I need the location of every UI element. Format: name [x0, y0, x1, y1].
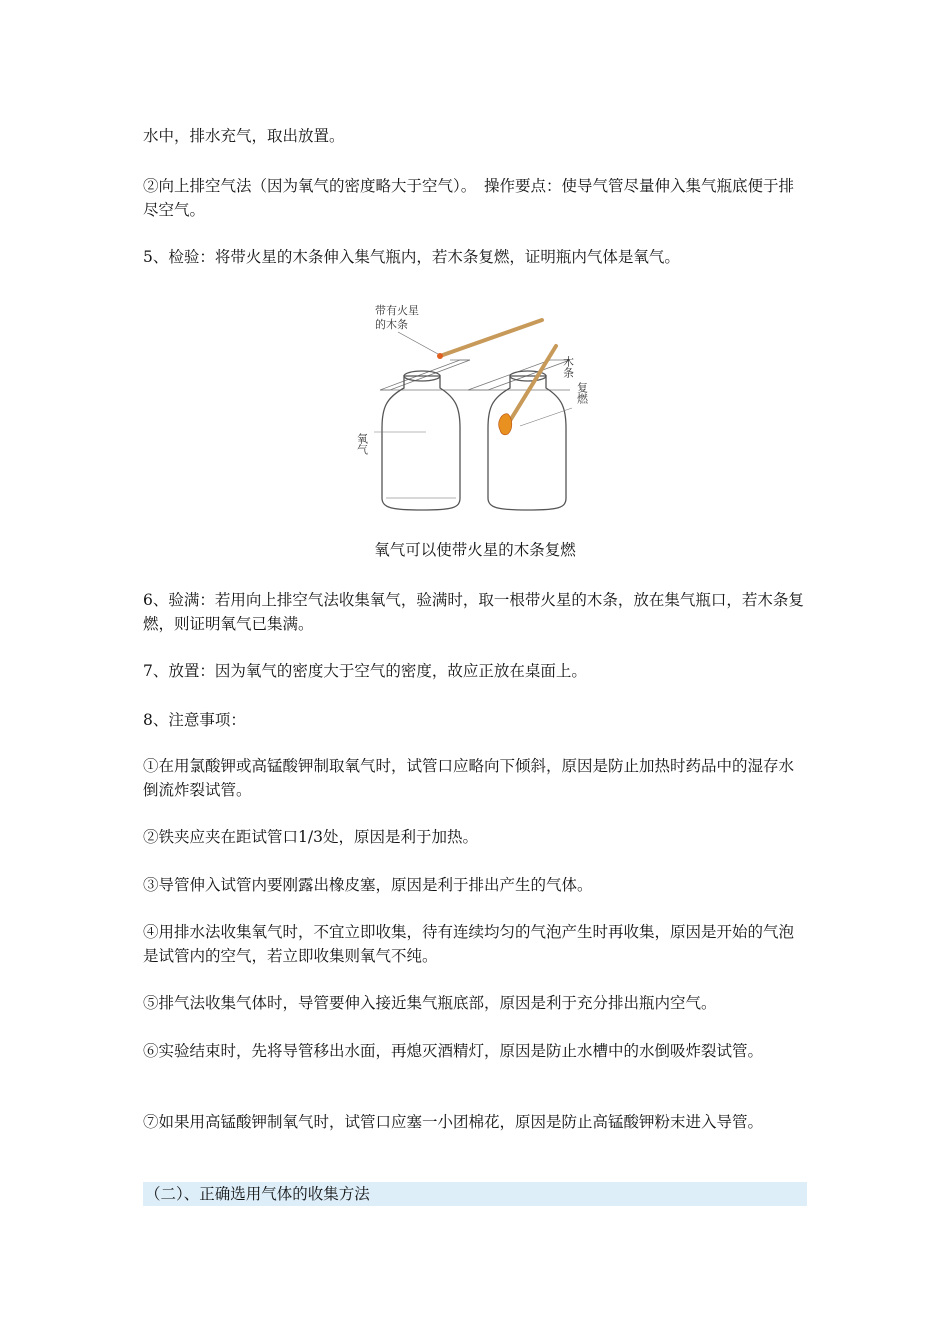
relight-leader — [520, 408, 572, 426]
label-glowing-stick-2: 的木条 — [375, 318, 408, 331]
note-2: ②铁夹应夹在距试管口1/3处，原因是利于加热。 — [143, 828, 478, 846]
flame — [499, 414, 512, 435]
glowing-stick — [440, 320, 542, 356]
gas-jar-left — [382, 376, 460, 510]
note-1: ①在用氯酸钾或高锰酸钾制取氧气时，试管口应略向下倾斜，原因是防止加热时药品中的湿存水倒流炸裂试管。 — [143, 757, 795, 799]
note-6: ⑥实验结束时，先将导管移出水面，再熄灭酒精灯，原因是防止水槽中的水倒吸炸裂试管。 — [143, 1042, 764, 1060]
label-oxygen: 氧气 — [355, 433, 369, 455]
paragraph-continuation: 水中，排水充气，取出放置。 — [143, 127, 345, 145]
note-7: ⑦如果用高锰酸钾制氧气时，试管口应塞一小团棉花，原因是防止高锰酸钾粉末进入导管。 — [143, 1113, 764, 1131]
label-relight-1: 木条 — [561, 356, 575, 378]
paragraph-test: 5、检验：将带火星的木条伸入集气瓶内，若木条复燃，证明瓶内气体是氧气。 — [143, 248, 680, 266]
note-4: ④用排水法收集氧气时，不宜立即收集，待有连续均匀的气泡产生时再收集，原因是开始的气泡是试管内的空气，若立即收集则氧气不纯。 — [143, 923, 795, 965]
note-3: ③导管伸入试管内要刚露出橡皮塞，原因是利于排出产生的气体。 — [143, 876, 593, 894]
leader-line — [398, 332, 438, 354]
paragraph-notes-heading: 8、注意事项： — [143, 711, 246, 729]
glass-plate-right — [468, 360, 570, 390]
note-5: ⑤排气法收集气体时，导管要伸入接近集气瓶底部，原因是利于充分排出瓶内空气。 — [143, 994, 717, 1012]
paragraph-full-check: 6、验满：若用向上排空气法收集氧气，验满时，取一根带火星的木条，放在集气瓶口，若木条复燃，则证明氧气已集满。 — [143, 591, 804, 633]
section-heading: （二）、正确选用气体的收集方法 — [143, 1182, 807, 1206]
paragraph-placement: 7、放置：因为氧气的密度大于空气的密度，故应正放在桌面上。 — [143, 662, 587, 680]
paragraph-upward-displacement: ②向上排空气法（因为氧气的密度略大于空气）。 操作要点：使导气管尽量伸入集气瓶底便于排尽空气。 — [143, 177, 795, 219]
label-glowing-stick-1: 带有火星 — [375, 304, 419, 317]
glass-plate-left — [380, 360, 470, 390]
relit-stick — [508, 346, 556, 424]
label-relight-2: 复燃 — [575, 382, 589, 404]
oxygen-test-figure — [355, 298, 600, 518]
oxygen-test-diagram — [355, 298, 600, 518]
figure-caption: 氧气可以使带火星的木条复燃 — [374, 541, 576, 559]
